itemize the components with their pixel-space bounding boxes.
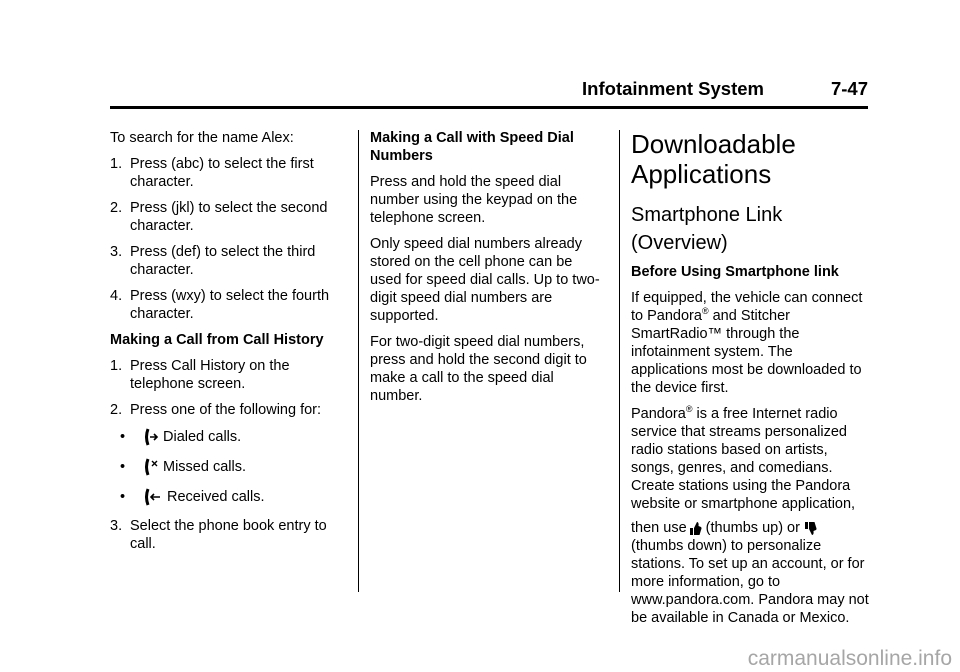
list-item	[110, 243, 342, 279]
watermark: carmanualsonline.info	[747, 647, 952, 670]
list-item	[110, 517, 342, 553]
thumbs-down-icon	[804, 521, 817, 536]
step-text: Press one of the following for:	[130, 402, 322, 418]
speed-dial-heading: Making a Call with Speed Dial Numbers	[370, 130, 574, 164]
list-item	[110, 199, 342, 235]
column-3	[631, 129, 869, 635]
text: If equipped, the vehicle can connect to Pandora	[631, 290, 863, 324]
bullet: •	[120, 459, 126, 475]
step-number: 1.	[110, 156, 123, 172]
step-text: Select the phone book entry to call.	[130, 518, 327, 552]
step-text: Press (jkl) to select the second character.	[130, 200, 328, 234]
bullet: •	[120, 429, 126, 445]
bullet-text: Dialed calls.	[163, 429, 242, 445]
call-history-heading: Making a Call from Call History	[110, 332, 324, 348]
intro-text: To search for the name Alex:	[110, 130, 294, 146]
bullet-received	[120, 487, 342, 507]
step-number: 2.	[110, 200, 123, 216]
text: (thumbs down) to personalize stations. To set up an account, or for more information, go to www.pandora.com. Pandora may not be available in Canada or Mexico.	[631, 538, 869, 626]
paragraph: Only speed dial numbers already stored on the cell phone can be used for speed dial calls. Up to two-digit speed dial numbers are supported.	[370, 236, 600, 324]
before-using-heading: Before Using Smartphone link	[631, 264, 839, 280]
step-number: 3.	[110, 518, 123, 534]
paragraph	[631, 519, 869, 627]
column-divider	[358, 130, 359, 592]
column-2	[370, 129, 602, 413]
dialed-calls-icon	[145, 427, 159, 447]
text: is a free Internet radio service that streams personalized radio stations based on artists, songs, genres, and comedians. Create stations using the Pandora website or smartphone application,	[631, 406, 856, 512]
bullet-text: Missed calls.	[163, 459, 246, 475]
page-number: 7-47	[830, 78, 868, 99]
column-divider	[619, 130, 620, 592]
step-text: Press (def) to select the third character.	[130, 244, 316, 278]
registered-mark: ®	[701, 306, 709, 317]
bullet-dialed	[120, 427, 342, 447]
step-number: 4.	[110, 288, 123, 304]
bullet: •	[120, 489, 126, 505]
paragraph	[631, 289, 869, 397]
paragraph	[631, 405, 869, 513]
section-title: Infotainment System	[582, 78, 764, 99]
text: then use	[631, 520, 687, 536]
text: (thumbs up) or	[701, 520, 804, 536]
step-text: Press Call History on the telephone screen.	[130, 358, 290, 392]
paragraph: Press and hold the speed dial number using the keypad on the telephone screen.	[370, 174, 578, 226]
bullet-missed	[120, 457, 342, 477]
list-item	[110, 401, 342, 419]
text: and Stitcher SmartRadio™ through the infotainment system. The applications most be downloaded to the device first.	[631, 308, 862, 396]
step-text: Press (abc) to select the first character.	[130, 156, 314, 190]
bullet-text: Received calls.	[167, 489, 265, 505]
step-text: Press (wxy) to select the fourth character.	[130, 288, 330, 322]
list-item	[110, 357, 342, 393]
registered-mark: ®	[685, 404, 693, 415]
paragraph: For two-digit speed dial numbers, press and hold the second digit to make a call to the speed dial number.	[370, 334, 587, 404]
smartphone-link-heading: Smartphone Link (Overview)	[631, 204, 783, 254]
list-item	[110, 287, 342, 323]
missed-calls-icon	[145, 457, 159, 477]
downloadable-applications-heading: Downloadable Applications	[631, 129, 796, 189]
thumbs-up-icon	[689, 521, 702, 536]
step-number: 2.	[110, 402, 123, 418]
text: Pandora	[631, 406, 686, 422]
list-item	[110, 155, 342, 191]
step-number: 1.	[110, 358, 123, 374]
step-number: 3.	[110, 244, 123, 260]
page-header	[110, 78, 868, 109]
column-1	[110, 129, 342, 561]
received-calls-icon	[145, 487, 163, 507]
